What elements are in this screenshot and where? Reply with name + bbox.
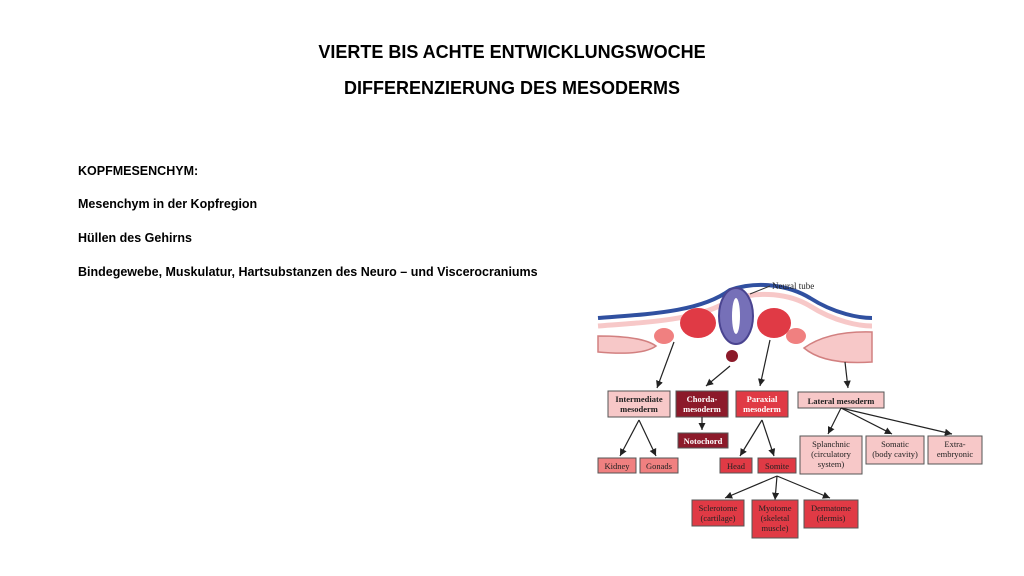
text-line-2: Hüllen des Gehirns <box>78 231 192 245</box>
svg-text:(cartilage): (cartilage) <box>700 513 736 523</box>
node-kidney <box>598 458 636 473</box>
svg-text:Gonads: Gonads <box>646 461 672 471</box>
node-paraxial-mesoderm <box>736 391 788 417</box>
node-notochord <box>678 433 728 448</box>
node-somite <box>758 458 796 473</box>
svg-text:embryonic: embryonic <box>936 449 974 459</box>
notochord-dot <box>726 350 738 362</box>
node-chorda-mesoderm <box>676 391 728 417</box>
lateral-plate-right <box>804 332 872 363</box>
svg-text:(dermis): (dermis) <box>816 513 846 523</box>
lateral-plate-left <box>598 336 656 353</box>
svg-text:system): system) <box>817 459 845 469</box>
svg-text:(body cavity): (body cavity) <box>872 449 918 459</box>
node-head <box>720 458 752 473</box>
svg-text:(circulatory: (circulatory <box>811 449 851 459</box>
node-myotome <box>752 500 798 538</box>
svg-text:Somatic: Somatic <box>881 439 909 449</box>
node-extraembryonic <box>928 436 982 464</box>
node-intermediate-mesoderm <box>608 391 670 417</box>
node-gonads <box>640 458 678 473</box>
svg-text:mesoderm: mesoderm <box>743 404 781 414</box>
slide-title-line-1: VIERTE BIS ACHTE ENTWICKLUNGSWOCHE <box>318 42 706 62</box>
neural-tube-label: Neural tube <box>772 281 815 291</box>
svg-text:(skeletal: (skeletal <box>760 513 790 523</box>
svg-text:Somite: Somite <box>764 461 790 471</box>
svg-text:Extra-: Extra- <box>944 439 966 449</box>
svg-text:Lateral mesoderm: Lateral mesoderm <box>807 396 875 406</box>
svg-text:Notochord: Notochord <box>683 436 723 446</box>
mesoderm-differentiation-diagram <box>590 276 990 546</box>
svg-text:Kidney: Kidney <box>604 461 630 471</box>
text-line-1: Mesenchym in der Kopfregion <box>78 197 258 211</box>
node-lateral-mesoderm <box>798 392 884 408</box>
svg-text:Intermediate: Intermediate <box>615 394 663 404</box>
svg-text:Sclerotome: Sclerotome <box>698 503 738 513</box>
node-splanchnic <box>800 436 862 474</box>
svg-text:Chorda-: Chorda- <box>686 394 718 404</box>
somite-left <box>680 308 716 338</box>
intermediate-left <box>654 328 674 344</box>
somite-right <box>757 308 791 338</box>
intermediate-right <box>786 328 806 344</box>
slide-title-line-2: DIFFERENZIERUNG DES MESODERMS <box>343 78 681 98</box>
node-somatic <box>866 436 924 464</box>
svg-text:Splanchnic: Splanchnic <box>812 439 850 449</box>
svg-text:muscle): muscle) <box>761 523 789 533</box>
svg-text:mesoderm: mesoderm <box>620 404 658 414</box>
svg-text:Myotome: Myotome <box>758 503 792 513</box>
svg-text:mesoderm: mesoderm <box>683 404 721 414</box>
svg-text:Dermatome: Dermatome <box>810 503 852 513</box>
svg-text:Head: Head <box>727 461 745 471</box>
node-dermatome <box>804 500 858 528</box>
section-heading: KOPFMESENCHYM: <box>78 164 199 178</box>
text-line-3: Bindegewebe, Muskulatur, Hartsubstanzen des Neuro – und Viscerocraniums <box>78 265 538 279</box>
svg-text:Paraxial: Paraxial <box>746 394 778 404</box>
node-sclerotome <box>692 500 744 526</box>
